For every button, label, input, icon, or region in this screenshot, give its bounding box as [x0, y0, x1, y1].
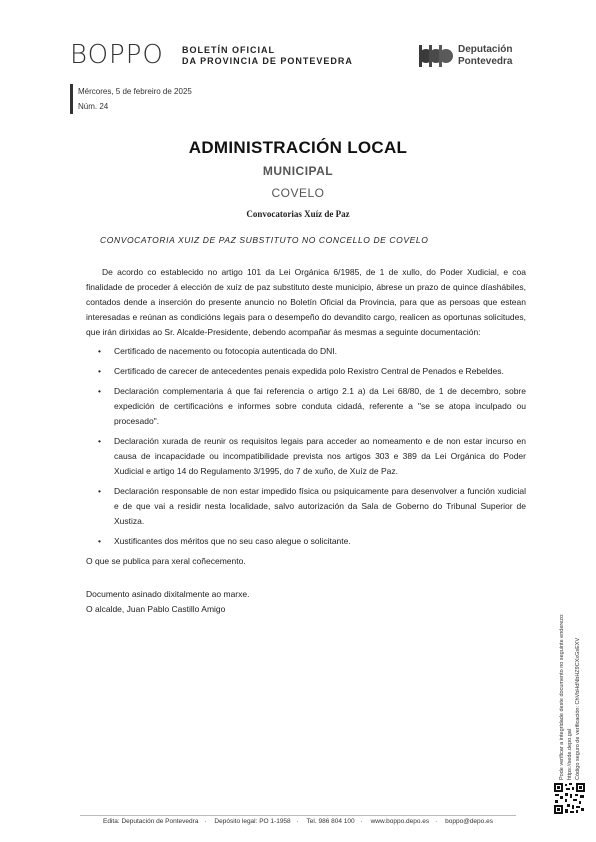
- list-item: [98, 484, 526, 529]
- footer: [0, 818, 596, 825]
- issue-info: [70, 84, 192, 114]
- intro-text: De acordo co establecido no artigo 101 da Lei Orgánica 6/1985, de 1 de xullo, do Poder Xudicial, e coa finalidade de proceder á elección de xuíz de paz substituto deste municipio, ábrese un prazo de quince díashábiles, contados dende a inserción do presente anuncio no Boletín Oficial da Provincia, para que as persoas que estean interesadas e reúnan as condicións legais para o desempeño do devandito cargo, realicen as oportunas solicitudes, que irán dirixidas ao Sr. Alcalde-Presidente, debendo acompañar ás mesmas a seguinte documentación:: [86, 267, 526, 337]
- verification-line1: Pode verificar a integridade deste documento no seguinte enderezo:: [559, 613, 565, 780]
- deputacion-text-line2: Pontevedra: [458, 56, 513, 67]
- bulletin-subtitle: [182, 45, 353, 67]
- footer-separator: ·: [204, 818, 207, 825]
- deputacion-text: [458, 44, 512, 68]
- list-item-text: Xustificantes dos méritos que no seu caso alegue o solicitante.: [114, 536, 351, 546]
- subsection-title: MUNICIPAL: [262, 164, 334, 178]
- bulletin-subtitle-line1: BOLETÍN OFICIAL: [182, 45, 275, 55]
- signature-line2: O alcalde, Juan Pablo Castillo Amigo: [86, 604, 226, 614]
- list-item: [98, 364, 526, 379]
- list-item: [98, 434, 526, 479]
- section-title: ADMINISTRACIÓN LOCAL: [188, 138, 408, 157]
- signature-block: [86, 587, 526, 617]
- list-item-text: Declaración complementaria á que fai referencia o artigo 2.1 a) da Lei 68/80, de 1 de decembro, sobre expedición de certificacións e informes sobre conduta cidadá, referente a "se se atopa inculpado ou procesado".: [114, 386, 526, 426]
- list-item-text: Declaración responsable de non estar impedido física ou psiquicamente para desenvolver a función xudicial e de que vai a residir nesta localidade, salvo autorización da Sala de Goberno do Tribunal Superior de Xustiza.: [114, 486, 526, 526]
- closing-text: O que se publica para xeral coñecemento.: [86, 556, 246, 566]
- footer-separator: ·: [296, 818, 299, 825]
- document-list: [86, 344, 526, 549]
- verification-side-text: [556, 560, 596, 780]
- bullet-icon: •: [98, 436, 101, 446]
- verification-url[interactable]: https://sede.depo.gal: [567, 728, 573, 780]
- list-item-text: Certificado de carecer de antecedentes penais expedida polo Rexistro Central de Penados e Rebeldes.: [114, 366, 504, 376]
- footer-email-link[interactable]: boppo@depo.es: [445, 818, 493, 825]
- intro-paragraph: [86, 265, 526, 340]
- footer-publisher: Edita: Deputación de Pontevedra: [103, 818, 199, 825]
- bullet-icon: •: [98, 346, 101, 356]
- issue-number: Núm. 24: [78, 102, 109, 111]
- list-item: [98, 344, 526, 359]
- footer-website-link[interactable]: www.boppo.depo.es: [370, 818, 430, 825]
- footer-legal-deposit: Depósito legal: PO 1-1958: [214, 818, 291, 825]
- notice-title: CONVOCATORIA XUIZ DE PAZ SUBSTITUTO NO CONCELLO DE COVELO: [100, 235, 429, 245]
- bullet-icon: •: [98, 486, 101, 496]
- bullet-icon: •: [98, 536, 101, 546]
- footer-divider: [80, 815, 516, 816]
- deputacion-logo: [418, 42, 514, 70]
- list-item-text: Certificado de nacemento ou fotocopia autenticada do DNI.: [114, 346, 338, 356]
- bullet-icon: •: [98, 366, 101, 376]
- bullet-icon: •: [98, 386, 101, 396]
- verification-code: Código seguro de verificación: ChVbHdNbHZ9CXxGsEXV: [575, 637, 581, 780]
- issue-date: Mércores, 5 de febreiro de 2025: [78, 87, 192, 96]
- boppo-logo: BOPPO: [70, 40, 164, 70]
- notice-body: [86, 265, 526, 617]
- notice-heading: Convocatorias Xuíz de Paz: [246, 209, 350, 219]
- list-item: [98, 534, 526, 549]
- deputacion-text-line1: Deputación: [458, 44, 513, 55]
- signature-line1: Documento asinado dixitalmente ao marxe.: [86, 589, 250, 599]
- bulletin-subtitle-line2: DA PROVINCIA DE PONTEVEDRA: [182, 56, 353, 66]
- footer-separator: ·: [360, 818, 363, 825]
- footer-separator: ·: [435, 818, 438, 825]
- municipality-title: COVELO: [271, 186, 325, 200]
- list-item-text: Declaración xurada de reunir os requisitos legais para acceder ao nomeamento e de non estar incurso en causa de incapacidade ou incompatibilidade prevista nos artigos 303 e 389 da Lei Orgánica do Poder Xudicial e artigo 14 do Regulamento 3/1995, do 7 de xuño, de Xuíz de Paz.: [114, 436, 526, 476]
- qr-code-icon: [553, 782, 586, 815]
- list-item: [98, 384, 526, 429]
- footer-phone: Tel. 986 804 100: [306, 818, 355, 825]
- deputacion-mark-icon: [418, 42, 454, 70]
